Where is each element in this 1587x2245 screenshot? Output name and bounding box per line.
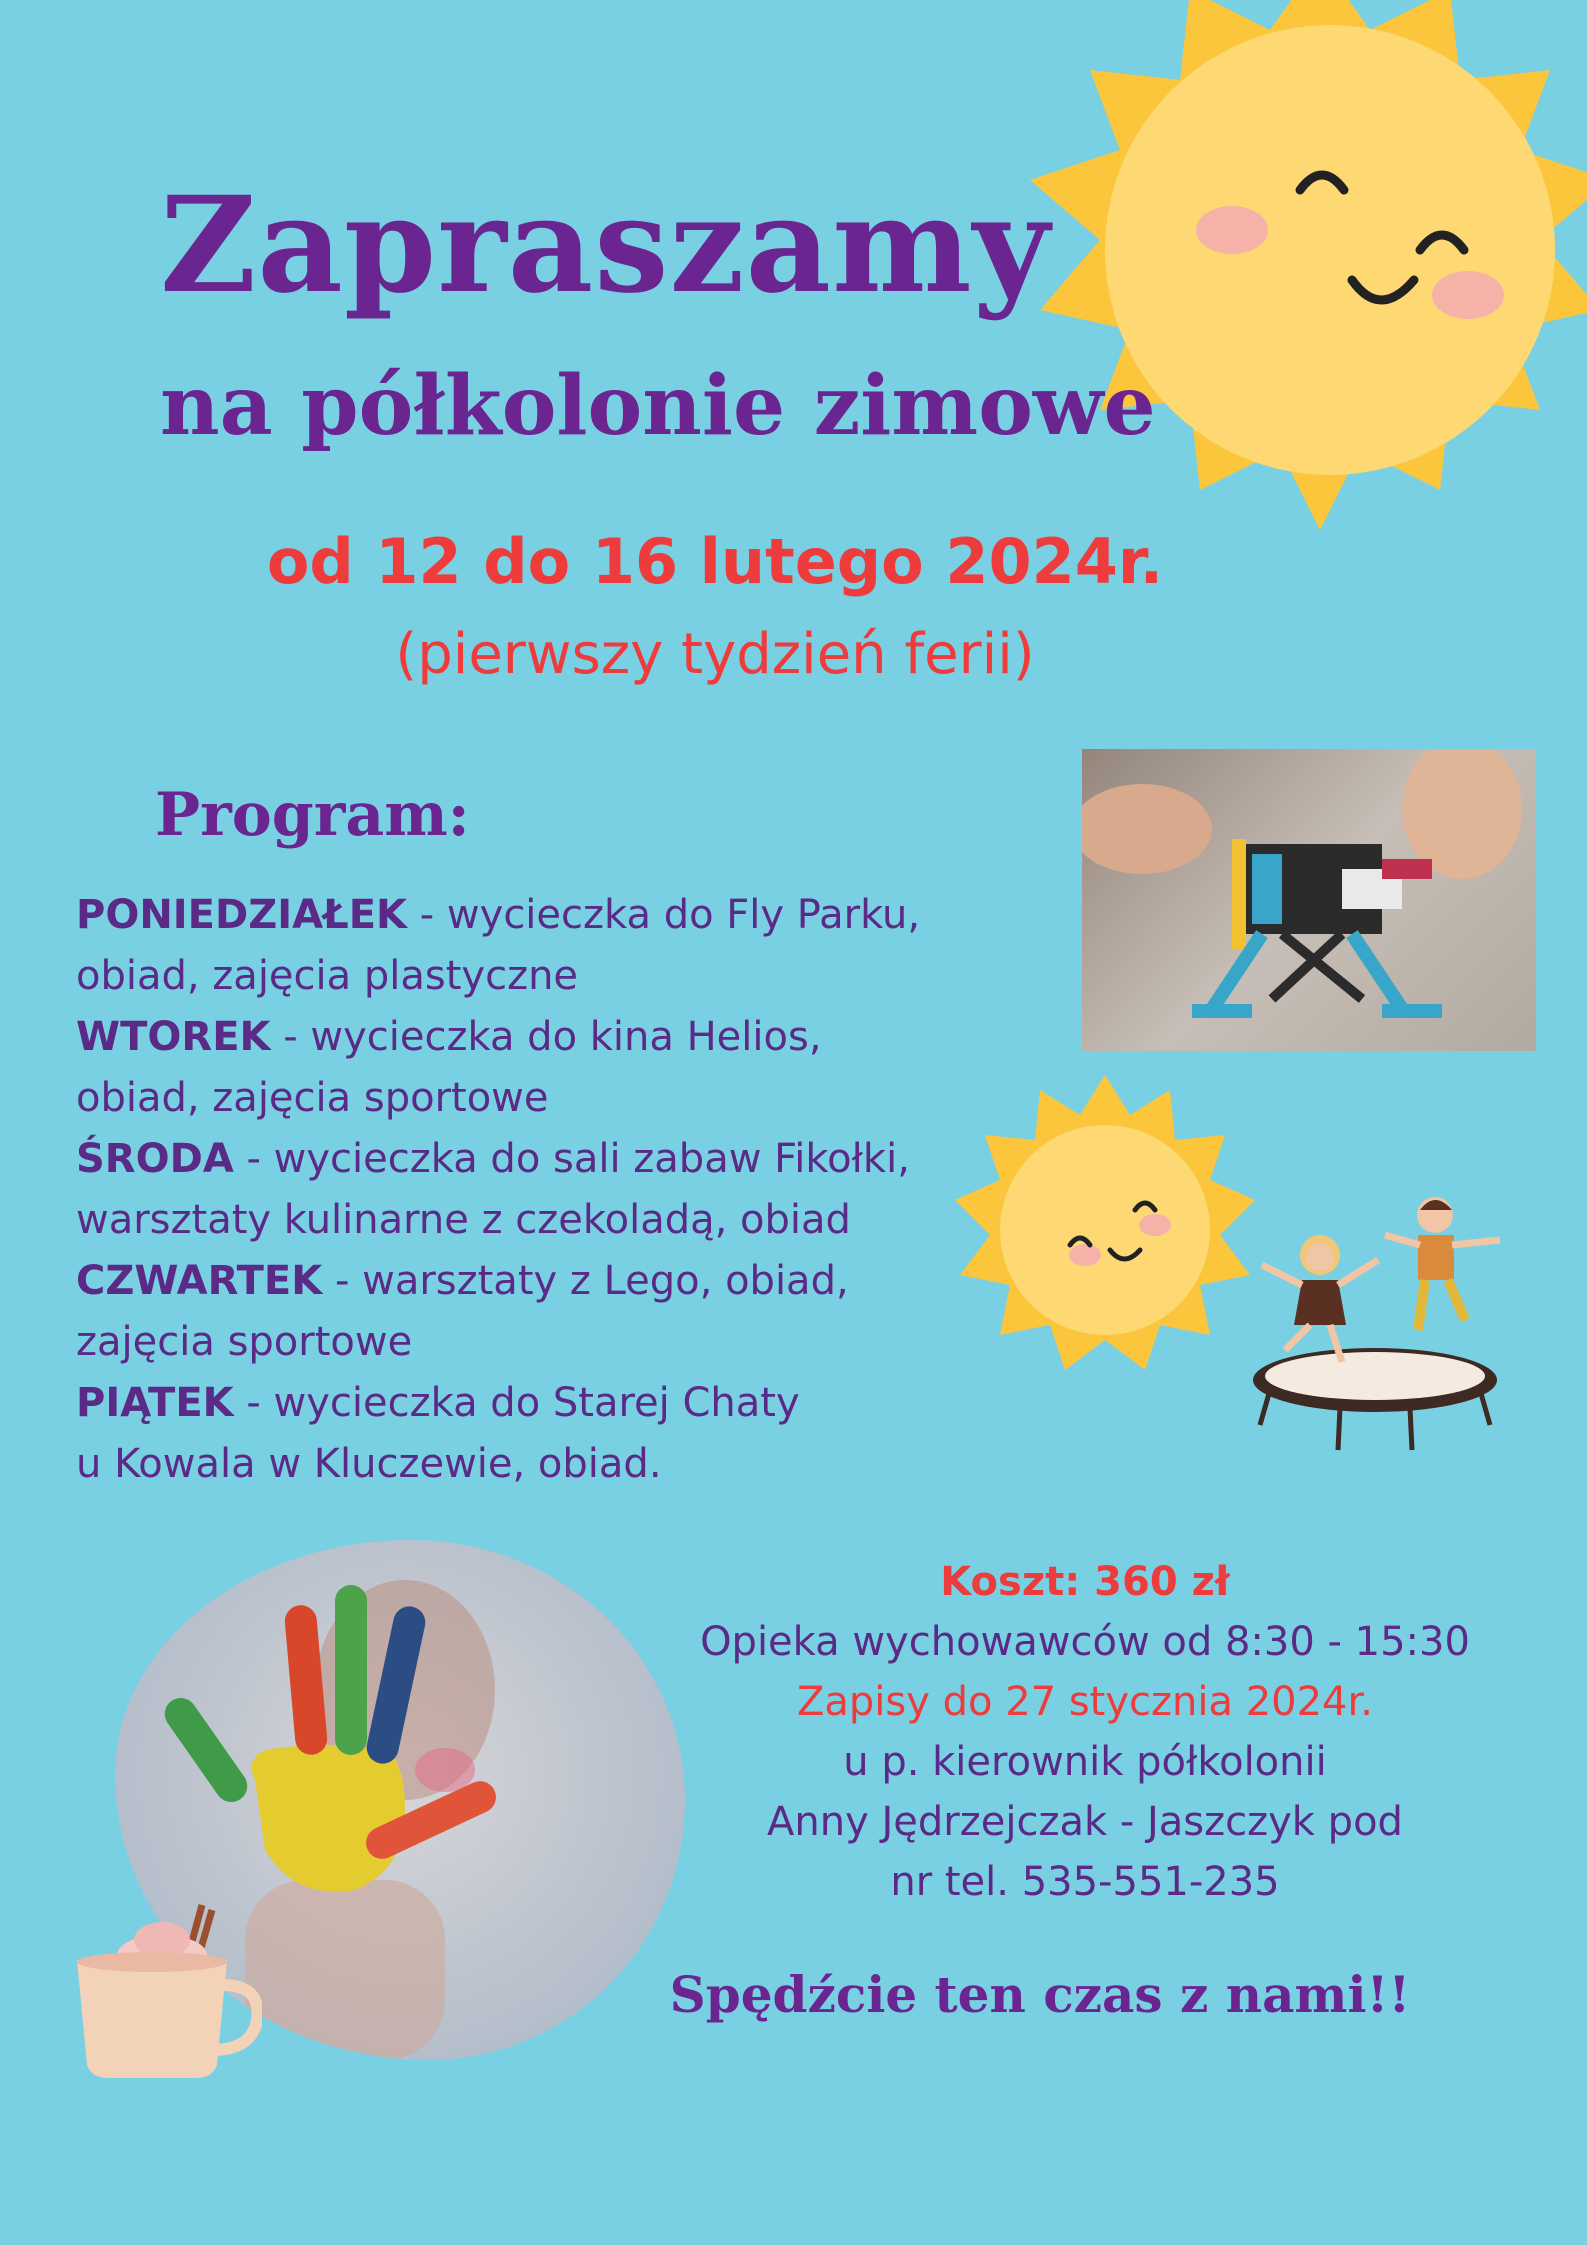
event-dates: od 12 do 16 lutego 2024r. [266,525,1164,598]
day-name: PONIEDZIAŁEK [76,892,408,938]
girl-figure-icon [1262,1235,1378,1362]
lego-robot-icon [1082,749,1536,1051]
small-sun-illustration [945,1070,1265,1390]
day-activities: - warsztaty z Lego, obiad, [322,1258,849,1304]
day-activities-cont: zajęcia sportowe [76,1319,413,1365]
day-activities: - wycieczka do kina Helios, [270,1014,822,1060]
day-activities: - wycieczka do Fly Parku, [407,892,921,938]
day-name: CZWARTEK [76,1258,323,1304]
info-block [640,1552,1530,1912]
phone-number: nr tel. 535-551-235 [890,1859,1280,1905]
big-sun-illustration [1000,0,1587,620]
day-activities: - wycieczka do sali zabaw Fikołki, [233,1136,910,1182]
day-activities-cont: warsztaty kulinarne z czekoladą, obiad [76,1197,851,1243]
event-dates-note: (pierwszy tydzień ferii) [395,622,1035,687]
schedule-day-wednesday [76,1129,1006,1251]
cocoa-cup-icon [62,1900,262,2080]
registration-deadline: Zapisy do 27 stycznia 2024r. [797,1679,1373,1725]
kids-trampoline-illustration [1250,1190,1520,1460]
day-activities-cont: u Kowala w Kluczewie, obiad. [76,1441,662,1487]
contact-line-2: Anny Jędrzejczak - Jaszczyk pod [767,1799,1403,1845]
program-schedule [76,885,1006,1495]
day-activities-cont: obiad, zajęcia plastyczne [76,953,579,999]
schedule-day-friday [76,1373,1006,1495]
contact-line-1: u p. kierownik półkolonii [843,1739,1327,1785]
lego-robot-photo [1082,749,1536,1051]
sun-face-icon [1000,1125,1210,1335]
boy-figure-icon [1385,1197,1500,1330]
page-subtitle: na półkolonie zimowe [160,358,1156,454]
day-name: PIĄTEK [76,1380,234,1426]
day-name: ŚRODA [76,1136,234,1182]
schedule-day-monday [76,885,1006,1007]
cost: Koszt: 360 zł [940,1559,1230,1605]
day-name: WTOREK [76,1014,271,1060]
program-heading: Program: [155,780,470,850]
day-activities-cont: obiad, zajęcia sportowe [76,1075,549,1121]
day-activities: - wycieczka do Starej Chaty [233,1380,800,1426]
trampoline-icon [1253,1348,1497,1450]
closing-message: Spędźcie ten czas z nami!! [669,1965,1411,2024]
sun-face-icon [1105,25,1555,475]
page-title: Zapraszamy [160,168,1051,323]
schedule-day-tuesday [76,1007,1006,1129]
schedule-day-thursday [76,1251,1006,1373]
care-hours: Opieka wychowawców od 8:30 - 15:30 [700,1619,1470,1665]
